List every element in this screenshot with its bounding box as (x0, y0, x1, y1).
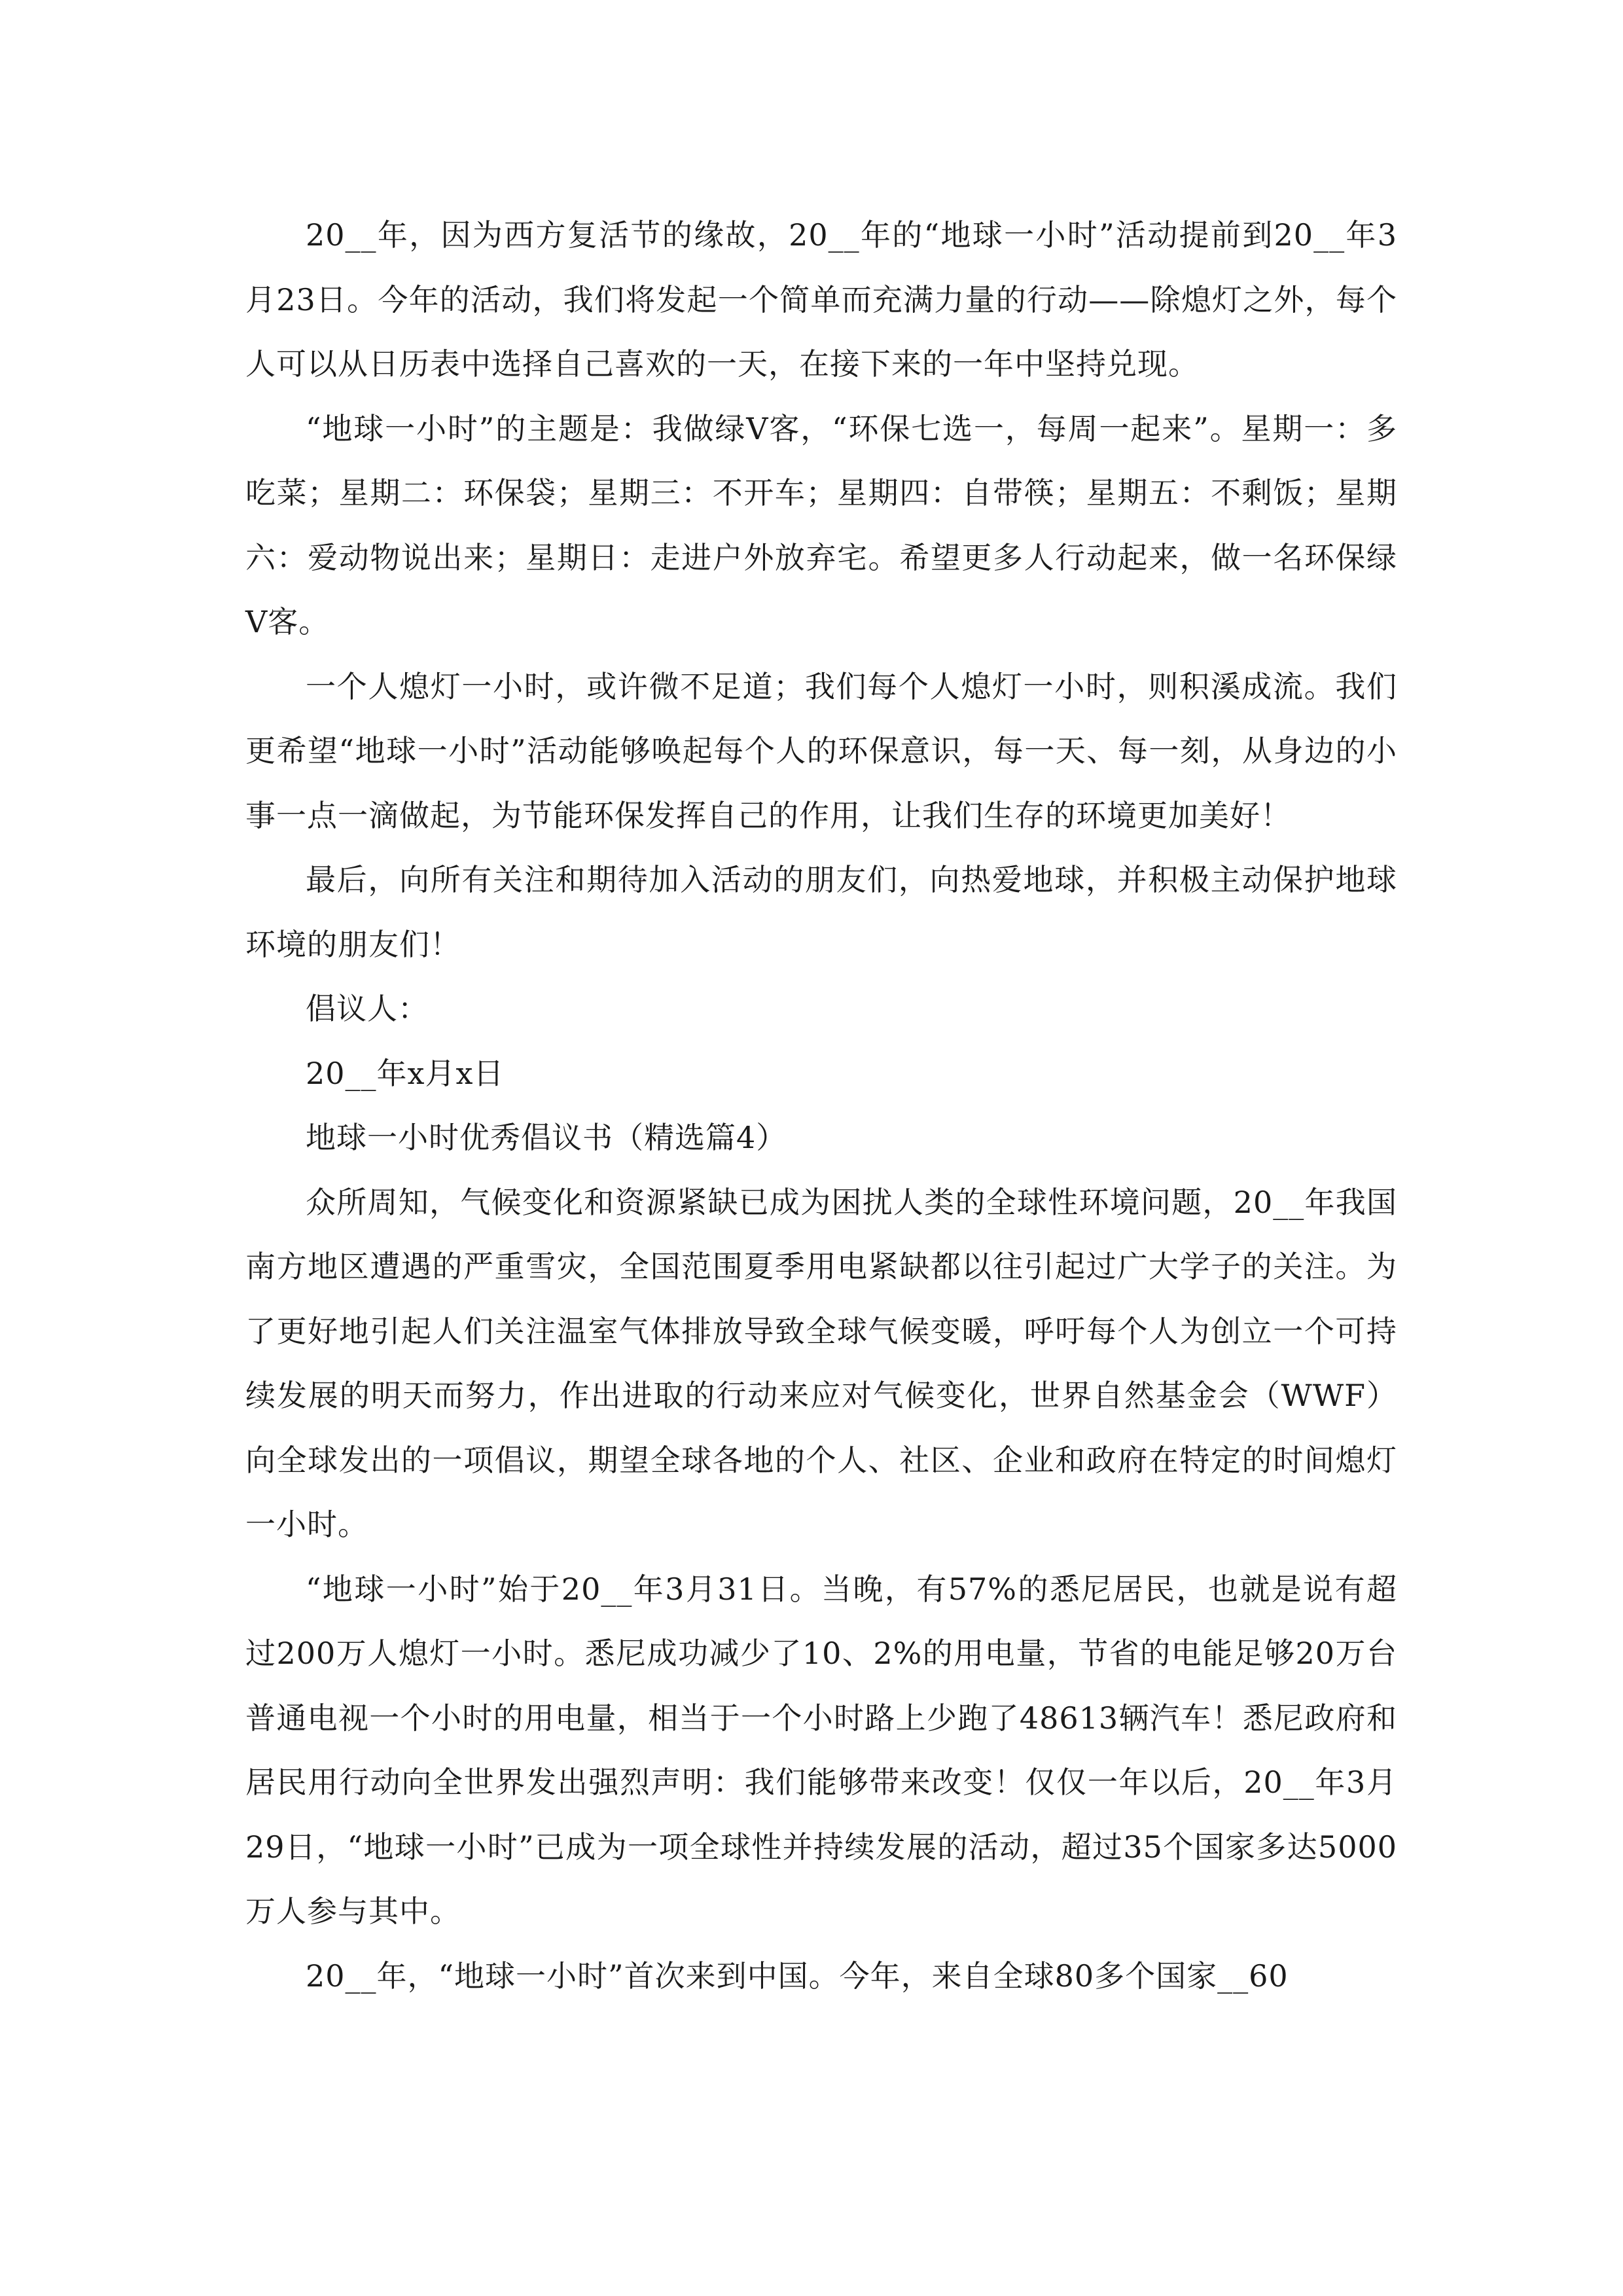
paragraph-background: 众所周知，气候变化和资源紧缺已成为困扰人类的全球性环境问题，20__年我国南方地区遭遇的严重雪灾，全国范围夏季用电紧缺都以往引起过广大学子的关注。为了更好地引起人们关注温室气体排放导致全球气候变暖，呼吁每个人为创立一个可持续发展的明天而努力，作出进取的行动来应对气候变化，世界自然基金会（WWF）向全球发出的一项倡议，期望全球各地的个人、社区、企业和政府在特定的时间熄灯一小时。 (245, 1184, 1397, 1542)
document-page (245, 203, 1397, 2008)
paragraph-closing: 最后，向所有关注和期待加入活动的朋友们，向热爱地球，并积极主动保护地球环境的朋友们！ (245, 862, 1397, 962)
paragraph-call-to-action: 一个人熄灯一小时，或许微不足道；我们每个人熄灯一小时，则积溪成流。我们更希望“地球一小时”活动能够唤起每个人的环保意识，每一天、每一刻，从身边的小事一点一滴做起，为节能环保发挥自己的作用，让我们生存的环境更加美好！ (245, 668, 1397, 833)
paragraph-activity-date: 20__年，因为西方复活节的缘故，20__年的“地球一小时”活动提前到20__年3月23日。今年的活动，我们将发起一个简单而充满力量的行动——除熄灯之外，每个人可以从日历表中选择自己喜欢的一天，在接下来的一年中坚持兑现。 (245, 217, 1397, 382)
paragraph-china: 20__年，“地球一小时”首次来到中国。今年，来自全球80多个国家__60 (306, 1958, 1289, 1994)
paragraph-theme: “地球一小时”的主题是：我做绿V客，“环保七选一，每周一起来”。星期一：多吃菜；星期二：环保袋；星期三：不开车；星期四：自带筷；星期五：不剩饭；星期六：爱动物说出来；星期日：走进户外放弃宅。希望更多人行动起来，做一名环保绿V客。 (245, 410, 1397, 639)
paragraph-history: “地球一小时”始于20__年3月31日。当晚，有57%的悉尼居民，也就是说有超过200万人熄灯一小时。悉尼成功减少了10、2%的用电量，节省的电能足够20万台普通电视一个小时的用电量，相当于一个小时路上少跑了48613辆汽车！悉尼政府和居民用行动向全世界发出强烈声明：我们能够带来改变！仅仅一年以后，20__年3月29日，“地球一小时”已成为一项全球性并持续发展的活动，超过35个国家多达5000万人参与其中。 (245, 1571, 1397, 1929)
section-heading: 地球一小时优秀倡议书（精选篇4） (306, 1120, 787, 1155)
signature-date: 20__年x月x日 (306, 1055, 505, 1091)
signature-label: 倡议人： (306, 991, 429, 1026)
